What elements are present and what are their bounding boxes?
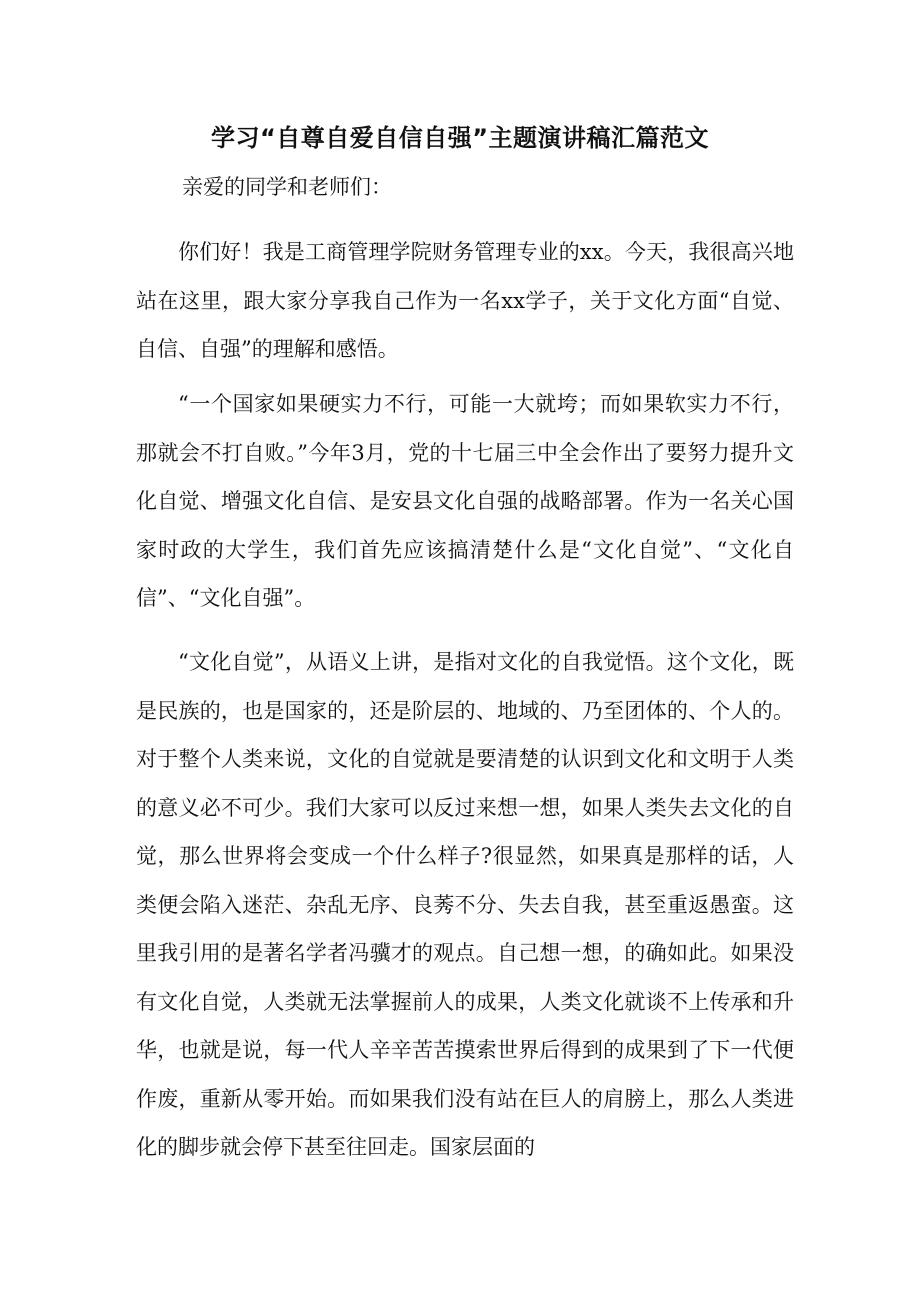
salutation: 亲爱的同学和老师们： — [182, 175, 392, 199]
paragraph-3: “文化自觉”，从语义上讲，是指对文化的自我觉悟。这个文化，既是民族的，也是国家的，还是阶层的、地域的、乃至团体的、个人的。对于整个人类来说，文化的自觉就是要清楚的认识到文化和文明于人类的意义必不可少。我们大家可以反过来想一想，如果人类失去文化的自觉，那么世界将会变成一个什么样子?很显然，如果真是那样的话，人类便会陷入迷茫、杂乱无序、良莠不分、失去自我，甚至重返愚蛮。这里我引用的是著名学者冯骥才的观点。自己想一想，的确如此。如果没有文化自觉，人类就无法掌握前人的成果，人类文化就谈不上传承和升华，也就是说，每一代人辛辛苦苦摸索世界后得到的成果到了下一代便作废，重新从零开始。而如果我们没有站在巨人的肩膀上，那么人类进化的脚步就会停下甚至往回走。国家层面的 — [136, 650, 794, 1159]
document-title: 学习“自尊自爱自信自强”主题演讲稿汇篇范文 — [210, 124, 710, 152]
paragraph-1: 你们好！我是工商管理学院财务管理专业的xx。今天，我很高兴地站在这里，跟大家分享我自己作为一名xx学子，关于文化方面“自觉、自信、自强”的理解和感悟。 — [136, 240, 794, 361]
paragraph-2: “一个国家如果硬实力不行，可能一大就垮；而如果软实力不行，那就会不打自败。”今年3月，党的十七届三中全会作出了要努力提升文化自觉、增强文化自信、是安县文化自强的战略部署。作为一名关心国家时政的大学生，我们首先应该搞清楚什么是“文化自觉”、“文化自信”、“文化自强”。 — [136, 392, 794, 610]
